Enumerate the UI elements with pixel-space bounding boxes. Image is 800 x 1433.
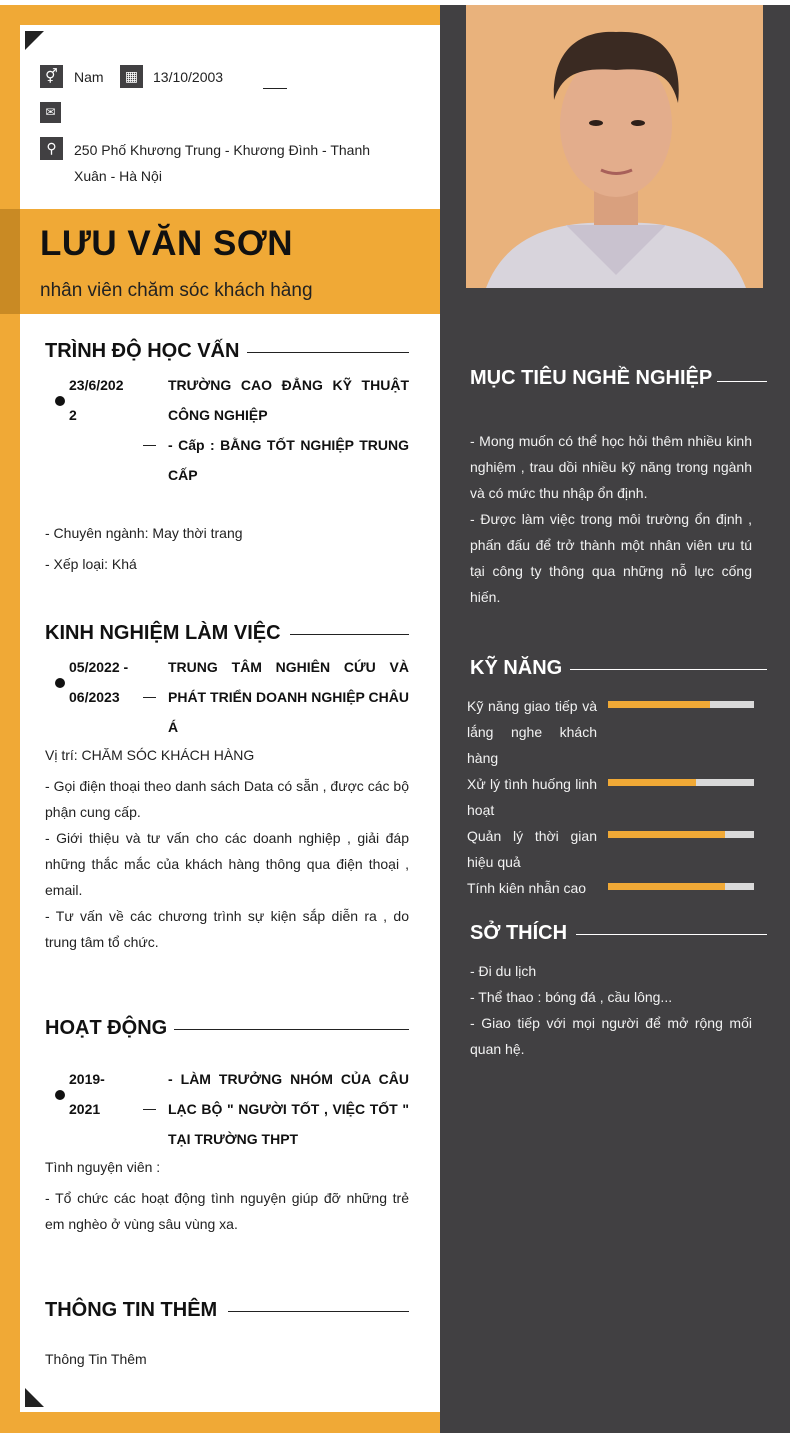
hobbies-heading: SỞ THÍCH bbox=[470, 922, 568, 944]
education-degree-line: CẤP bbox=[168, 467, 198, 483]
activities-dash bbox=[143, 1109, 156, 1110]
email-icon: ✉ bbox=[40, 102, 61, 123]
education-timeline-dot bbox=[55, 396, 65, 406]
hobby-item: - Đi du lịch bbox=[470, 963, 537, 979]
activities-date bbox=[69, 1064, 105, 1124]
education-school bbox=[168, 370, 409, 490]
experience-position: Vị trí: CHĂM SÓC KHÁCH HÀNG bbox=[45, 747, 255, 763]
profile-photo-illustration bbox=[466, 5, 763, 288]
skill-bar-fill bbox=[608, 779, 696, 786]
corner-decoration-bottom bbox=[25, 1388, 44, 1407]
skill-label: Kỹ năng giao tiếp và lắng nghe khách hàng bbox=[467, 698, 597, 766]
experience-dash bbox=[143, 697, 156, 698]
experience-heading-line bbox=[290, 634, 409, 635]
gender-icon: ⚥ bbox=[40, 65, 63, 88]
experience-company-line: TRUNG TÂM NGHIÊN CỨU VÀ bbox=[168, 659, 409, 675]
experience-duty: - Gọi điện thoại theo danh sách Data có sẵn , được các bộ phận cung cấp. bbox=[45, 778, 409, 820]
location-icon: ⚲ bbox=[40, 137, 63, 160]
activities-volunteer: Tình nguyện viên : bbox=[45, 1159, 161, 1175]
activities-role bbox=[168, 1064, 409, 1154]
experience-duties bbox=[45, 773, 409, 955]
calendar-icon: ▦ bbox=[120, 65, 143, 88]
objective-heading-line bbox=[717, 381, 767, 382]
experience-duty: - Giới thiệu và tư vấn cho các doanh nghiệp , giải đáp những thắc mắc của khách hàng thông qua điện thoại , email. bbox=[45, 830, 409, 898]
activities-heading-line bbox=[174, 1029, 409, 1030]
skills-heading-line bbox=[570, 669, 767, 670]
extra-info-heading: THÔNG TIN THÊM bbox=[45, 1299, 218, 1321]
education-date bbox=[69, 370, 124, 430]
education-school-line: CÔNG NGHIỆP bbox=[168, 407, 268, 423]
skill-bar bbox=[608, 779, 754, 786]
education-heading: TRÌNH ĐỘ HỌC VẤN bbox=[45, 340, 240, 362]
skill-bar-fill bbox=[608, 831, 725, 838]
objective-heading: MỤC TIÊU NGHỀ NGHIỆP bbox=[470, 367, 713, 389]
activities-date-line: 2019- bbox=[69, 1071, 105, 1087]
hobby-item: - Thể thao : bóng đá , cầu lông... bbox=[470, 989, 673, 1005]
profile-photo bbox=[466, 5, 763, 288]
activities-heading: HOẠT ĐỘNG bbox=[45, 1017, 168, 1039]
corner-decoration-top bbox=[25, 31, 44, 50]
education-date-line: 2 bbox=[69, 407, 77, 423]
full-name: LƯU VĂN SƠN bbox=[40, 224, 294, 263]
experience-duty: - Tư vấn về các chương trình sự kiện sắp diễn ra , do trung tâm tổ chức. bbox=[45, 908, 409, 950]
hobby-item: - Giao tiếp với mọi người để mở rộng mối quan hệ. bbox=[470, 1015, 752, 1057]
education-heading-line bbox=[247, 352, 409, 353]
extra-info-heading-line bbox=[228, 1311, 409, 1312]
hobbies-heading-line bbox=[576, 934, 767, 935]
experience-date-line: 05/2022 - bbox=[69, 659, 129, 675]
skill-label: Tính kiên nhẫn cao bbox=[467, 880, 587, 896]
experience-heading: KINH NGHIỆM LÀM VIỆC bbox=[45, 622, 281, 644]
job-title: nhân viên chăm sóc khách hàng bbox=[40, 280, 313, 301]
activities-date-line: 2021 bbox=[69, 1101, 101, 1117]
objective-paragraph: - Mong muốn có thể học hỏi thêm nhiều kinh nghiệm , trau dồi nhiều kỹ năng trong ngành và có mức thu nhập ổn định. bbox=[470, 433, 752, 501]
experience-company bbox=[168, 652, 409, 742]
objective-text bbox=[470, 428, 752, 610]
education-grade: - Xếp loại: Khá bbox=[45, 556, 137, 572]
education-date-line: 23/6/202 bbox=[69, 377, 124, 393]
activities-timeline-dot bbox=[55, 1090, 65, 1100]
experience-company-line: PHÁT TRIỂN DOANH NGHIỆP CHÂU bbox=[168, 689, 409, 705]
gender-text: Nam bbox=[74, 69, 104, 85]
hobbies-list bbox=[470, 958, 752, 1062]
education-dash bbox=[143, 445, 156, 446]
activities-role-line: - LÀM TRƯỞNG NHÓM CỦA CÂU bbox=[168, 1071, 409, 1087]
education-major: - Chuyên ngành: May thời trang bbox=[45, 525, 243, 541]
objective-paragraph: - Được làm việc trong môi trường ổn định , phấn đấu để trở thành một nhân viên ưu tú tại công ty thông qua những nỗ lực cống hiến. bbox=[470, 511, 752, 605]
name-band-shadow bbox=[0, 209, 20, 314]
skill-label: Xử lý tình huống linh hoạt bbox=[467, 776, 597, 818]
skill-bar bbox=[608, 883, 754, 890]
birthdate-underline bbox=[263, 88, 287, 89]
experience-date-line: 06/2023 bbox=[69, 689, 120, 705]
extra-info-text: Thông Tin Thêm bbox=[45, 1351, 147, 1367]
activities-role-line: TẠI TRƯỜNG THPT bbox=[168, 1131, 299, 1147]
activities-detail: - Tổ chức các hoạt động tình nguyện giúp đỡ những trẻ em nghèo ở vùng sâu vùng xa. bbox=[45, 1190, 409, 1232]
experience-timeline-dot bbox=[55, 678, 65, 688]
skill-label: Quản lý thời gian hiệu quả bbox=[467, 828, 597, 870]
skill-bar bbox=[608, 831, 754, 838]
experience-company-line: Á bbox=[168, 719, 179, 735]
education-school-line: TRƯỜNG CAO ĐẲNG KỸ THUẬT bbox=[168, 377, 409, 393]
activities-role-line: LẠC BỘ " NGƯỜI TỐT , VIỆC TỐT " bbox=[168, 1101, 409, 1117]
experience-date bbox=[69, 652, 128, 712]
skill-bar-fill bbox=[608, 883, 725, 890]
address-text: 250 Phố Khương Trung - Khương Đình - Thanh Xuân - Hà Nội bbox=[74, 142, 371, 184]
education-degree-line: - Cấp : BẰNG TỐT NGHIỆP TRUNG bbox=[168, 437, 409, 453]
birthdate-text: 13/10/2003 bbox=[153, 69, 224, 85]
skill-bar-fill bbox=[608, 701, 710, 708]
skills-heading: KỸ NĂNG bbox=[470, 657, 563, 679]
skill-bar bbox=[608, 701, 754, 708]
